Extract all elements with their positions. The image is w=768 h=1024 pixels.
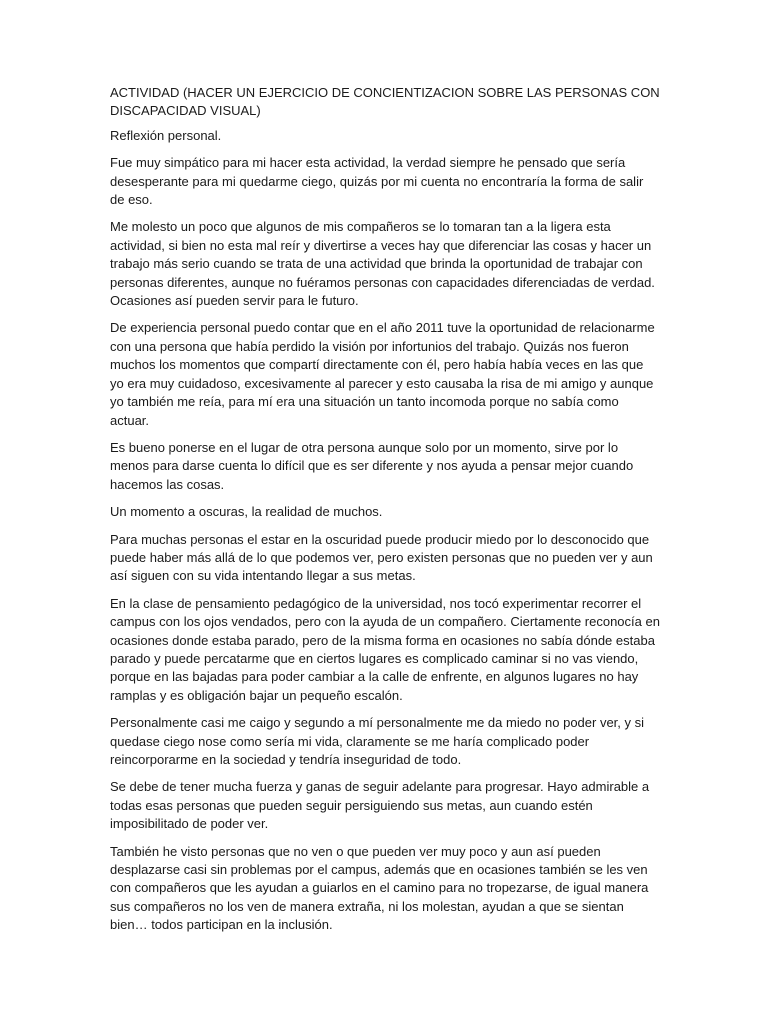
paragraph: Para muchas personas el estar en la oscuridad puede producir miedo por lo desconocido que puede haber más allá de lo que podemos ver, pero existen personas que no pueden ver y aun así siguen con su vida intentando llegar a sus metas.: [110, 531, 653, 584]
paragraph: También he visto personas que no ven o que pueden ver muy poco y aun así pueden desplazarse casi sin problemas por el campus, además que en ocasiones también se les ven con compañeros que les ayudan a guiarlos en el camino para no tropezarse, de igual manera sus compañeros no los ven de manera extraña, ni los molestan, ayudan a que se sientan bien… todos participan en la inclusión.: [110, 843, 649, 933]
paragraph: Me molesto un poco que algunos de mis compañeros se lo tomaran tan a la ligera esta actividad, si bien no esta mal reír y divertirse a veces hay que diferenciar las cosas y hacer un trabajo más serio cuando se trata de una actividad que brinda la oportunidad de trabajar con personas diferentes, aunque no fuéramos personas con capacidades diferenciadas de verdad. Ocasiones así pueden servir para le futuro.: [110, 219, 655, 309]
paragraph-oscuras-heading: Un momento a oscuras, la realidad de muchos.: [110, 504, 383, 520]
paragraph: En la clase de pensamiento pedagógico de la universidad, nos tocó experimentar recorrer el campus con los ojos vendados, pero con la ayuda de un compañero. Ciertamente reconocía en ocasiones donde estaba parado, pero de la misma forma en ocasiones no sabía dónde estaba parado y puede percatarme que en ciertos lugares es complicado caminar si no vas viendo, porque en las bajadas para poder cambiar a la calle de enfrente, en algunos lugares no hay ramplas y es obligación bajar un pequeño escalón.: [110, 595, 660, 703]
paragraph: Personalmente casi me caigo y segundo a mí personalmente me da miedo no poder ver, y si quedase ciego nose como sería mi vida, claramente se me haría complicado poder reincorporarme en la sociedad y tendría inseguridad de todo.: [110, 715, 645, 767]
paragraph: De experiencia personal puedo contar que en el año 2011 tuve la oportunidad de relacionarme con una persona que había perdido la visión por infortunios del trabajo. Quizás nos fueron muchos los momentos que compartí directamente con él, pero había había veces en las que yo era muy cuidadoso, excesivamente al parecer y esto causaba la risa de mi amigo y aunque yo también me reía, para mí era una situación un tanto incomoda porque no sabía como actuar.: [110, 320, 655, 428]
paragraph: Fue muy simpático para mi hacer esta actividad, la verdad siempre he pensado que sería desesperante para mi quedarme ciego, quizás por mi cuenta no encontraría la forma de salir de eso.: [110, 155, 644, 208]
paragraph: Es bueno ponerse en el lugar de otra persona aunque solo por un momento, sirve por lo menos para darse cuenta lo difícil que es ser diferente y nos ayuda a pensar mejor cuando hacemos las cosas.: [110, 439, 634, 492]
paragraph-reflexion-heading: Reflexión personal.: [110, 127, 222, 143]
document-title: ACTIVIDAD (HACER UN EJERCICIO DE CONCIENTIZACION SOBRE LAS PERSONAS CON DISCAPACIDAD VISUAL): [110, 85, 660, 119]
document-body: [110, 84, 660, 944]
paragraph: Se debe de tener mucha fuerza y ganas de seguir adelante para progresar. Hayo admirable a todas esas personas que pueden seguir persiguiendo sus metas, aun cuando estén imposibilitado de poder ver.: [110, 779, 650, 832]
